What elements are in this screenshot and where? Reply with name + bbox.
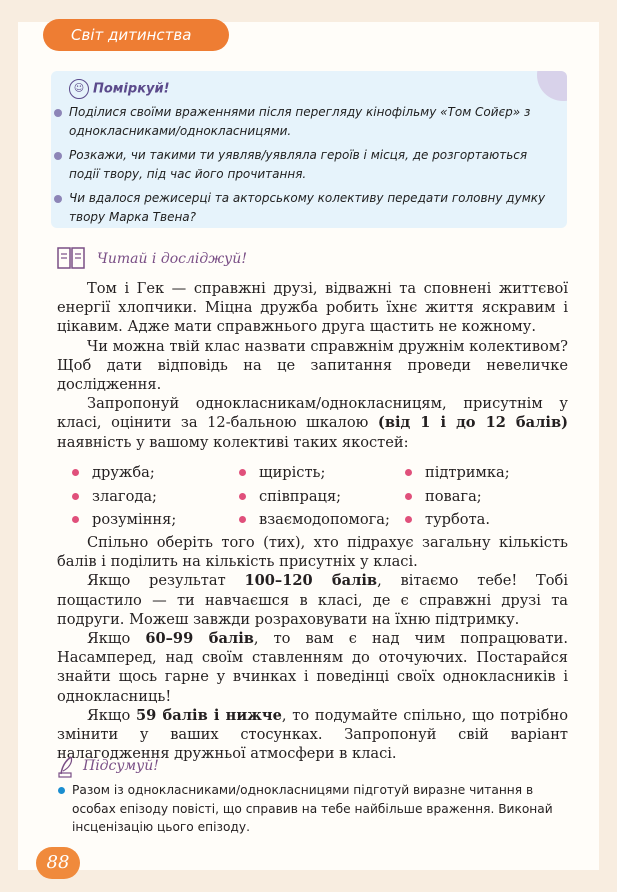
bullet-icon bbox=[405, 516, 412, 523]
main-text-bottom bbox=[57, 533, 568, 763]
bullet-icon bbox=[58, 787, 65, 794]
summary-item-text: Разом із однокласниками/однокласницями підготуй виразне читання в особах епізоду повісті, що справив на тебе найбільше враження. Виконай інсценізацію цього епізоду. bbox=[72, 783, 553, 835]
read-title: Читай і досліджуй! bbox=[97, 251, 247, 267]
bullet-icon bbox=[239, 469, 246, 476]
think-item-text: Розкажи, чи такими ти уявляв/уявляла героїв і місця, де розгортаються події твору, під час його прочитання. bbox=[69, 148, 528, 181]
paragraph: Спільно оберіть того (тих), хто підрахує загальну кількість балів і поділить на кількість присутніх у класі. bbox=[57, 534, 568, 571]
think-item-text: Поділися своїми враженнями після перегляду кінофільму «Том Сойєр» з однокласниками/однокласницями. bbox=[69, 105, 531, 138]
open-book-icon bbox=[57, 246, 85, 272]
summary-list-item bbox=[57, 781, 569, 837]
bullet-icon bbox=[239, 493, 246, 500]
think-heading bbox=[69, 79, 170, 99]
bullet-icon bbox=[405, 469, 412, 476]
think-box-corner-decoration bbox=[537, 71, 567, 101]
think-title-text: Поміркуй! bbox=[93, 81, 170, 97]
bullet-icon bbox=[72, 516, 79, 523]
summary-heading bbox=[57, 756, 357, 780]
paragraph: Якщо 60–99 балів, то вам є над чим попрацювати. Насамперед, над своїм ставленням до оточуючих. Постарайся знайти щось гарне у вчинках і поведінці своїх однокласників і однокласниць! bbox=[57, 630, 568, 705]
bullet-icon bbox=[72, 493, 79, 500]
think-box bbox=[51, 71, 567, 228]
paragraph: Чи можна твій клас назвати справжнім дружнім колективом? Щоб дати відповідь на це запитання проведи невеличке дослідження. bbox=[57, 337, 568, 394]
qualities-column bbox=[235, 461, 390, 532]
quality-item: підтримка; bbox=[401, 461, 510, 485]
section-header-tab bbox=[43, 19, 229, 51]
bullet-icon bbox=[54, 109, 62, 117]
think-list bbox=[51, 103, 567, 228]
paragraph: Якщо результат 100–120 балів, вітаємо тебе! Тобі пощастило — ти навчаєшся в класі, де є справжні друзі та подруги. Можеш завжди розраховувати на їхню підтримку. bbox=[57, 572, 569, 628]
think-list-item bbox=[51, 103, 559, 141]
bullet-icon bbox=[54, 152, 62, 160]
quality-item: повага; bbox=[401, 485, 510, 509]
bullet-icon bbox=[54, 195, 62, 203]
bullet-icon bbox=[405, 493, 412, 500]
quality-item: розуміння; bbox=[68, 508, 176, 532]
thinking-head-icon: ☺ bbox=[69, 79, 89, 99]
bullet-icon bbox=[239, 516, 246, 523]
quality-item: співпраця; bbox=[235, 485, 390, 509]
paragraph: Том і Гек — справжні друзі, відважні та сповнені життєвої енергії хлопчики. Міцна дружба робить їхнє життя яскравим і цікавим. Адже мати справжнього друга щастить не кожному. bbox=[57, 280, 568, 336]
quality-item: злагода; bbox=[68, 485, 176, 509]
quality-item: турбота. bbox=[401, 508, 510, 532]
quality-item: щирість; bbox=[235, 461, 390, 485]
think-item-text: Чи вдалося режисерці та акторському колективу передати головну думку твору Марка Твена? bbox=[69, 191, 546, 224]
qualities-column bbox=[68, 461, 176, 532]
qualities-column bbox=[401, 461, 510, 532]
think-list-item bbox=[51, 189, 559, 227]
read-heading bbox=[57, 246, 357, 274]
paragraph: Запропонуй однокласникам/однокласницям, присутнім у класі, оцінити за 12-бальною шкалою (від 1 і до 12 балів) наявність у вашому колективі таких якостей: bbox=[57, 395, 568, 451]
page-number: 88 bbox=[36, 847, 80, 879]
quality-item: дружба; bbox=[68, 461, 176, 485]
summary-title: Підсумуй! bbox=[83, 758, 159, 774]
quill-pen-icon bbox=[57, 756, 77, 778]
bullet-icon bbox=[72, 469, 79, 476]
quality-item: взаємодопомога; bbox=[235, 508, 390, 532]
section-title: Світ дитинства bbox=[71, 26, 192, 44]
main-text-top bbox=[57, 279, 568, 452]
think-list-item bbox=[51, 146, 559, 184]
paragraph: Якщо 59 балів і нижче, то подумайте спільно, що потрібно змінити у ваших стосунках. Запропонуй свій варіант налагодження дружньої атмосфери в класі. bbox=[57, 706, 568, 763]
